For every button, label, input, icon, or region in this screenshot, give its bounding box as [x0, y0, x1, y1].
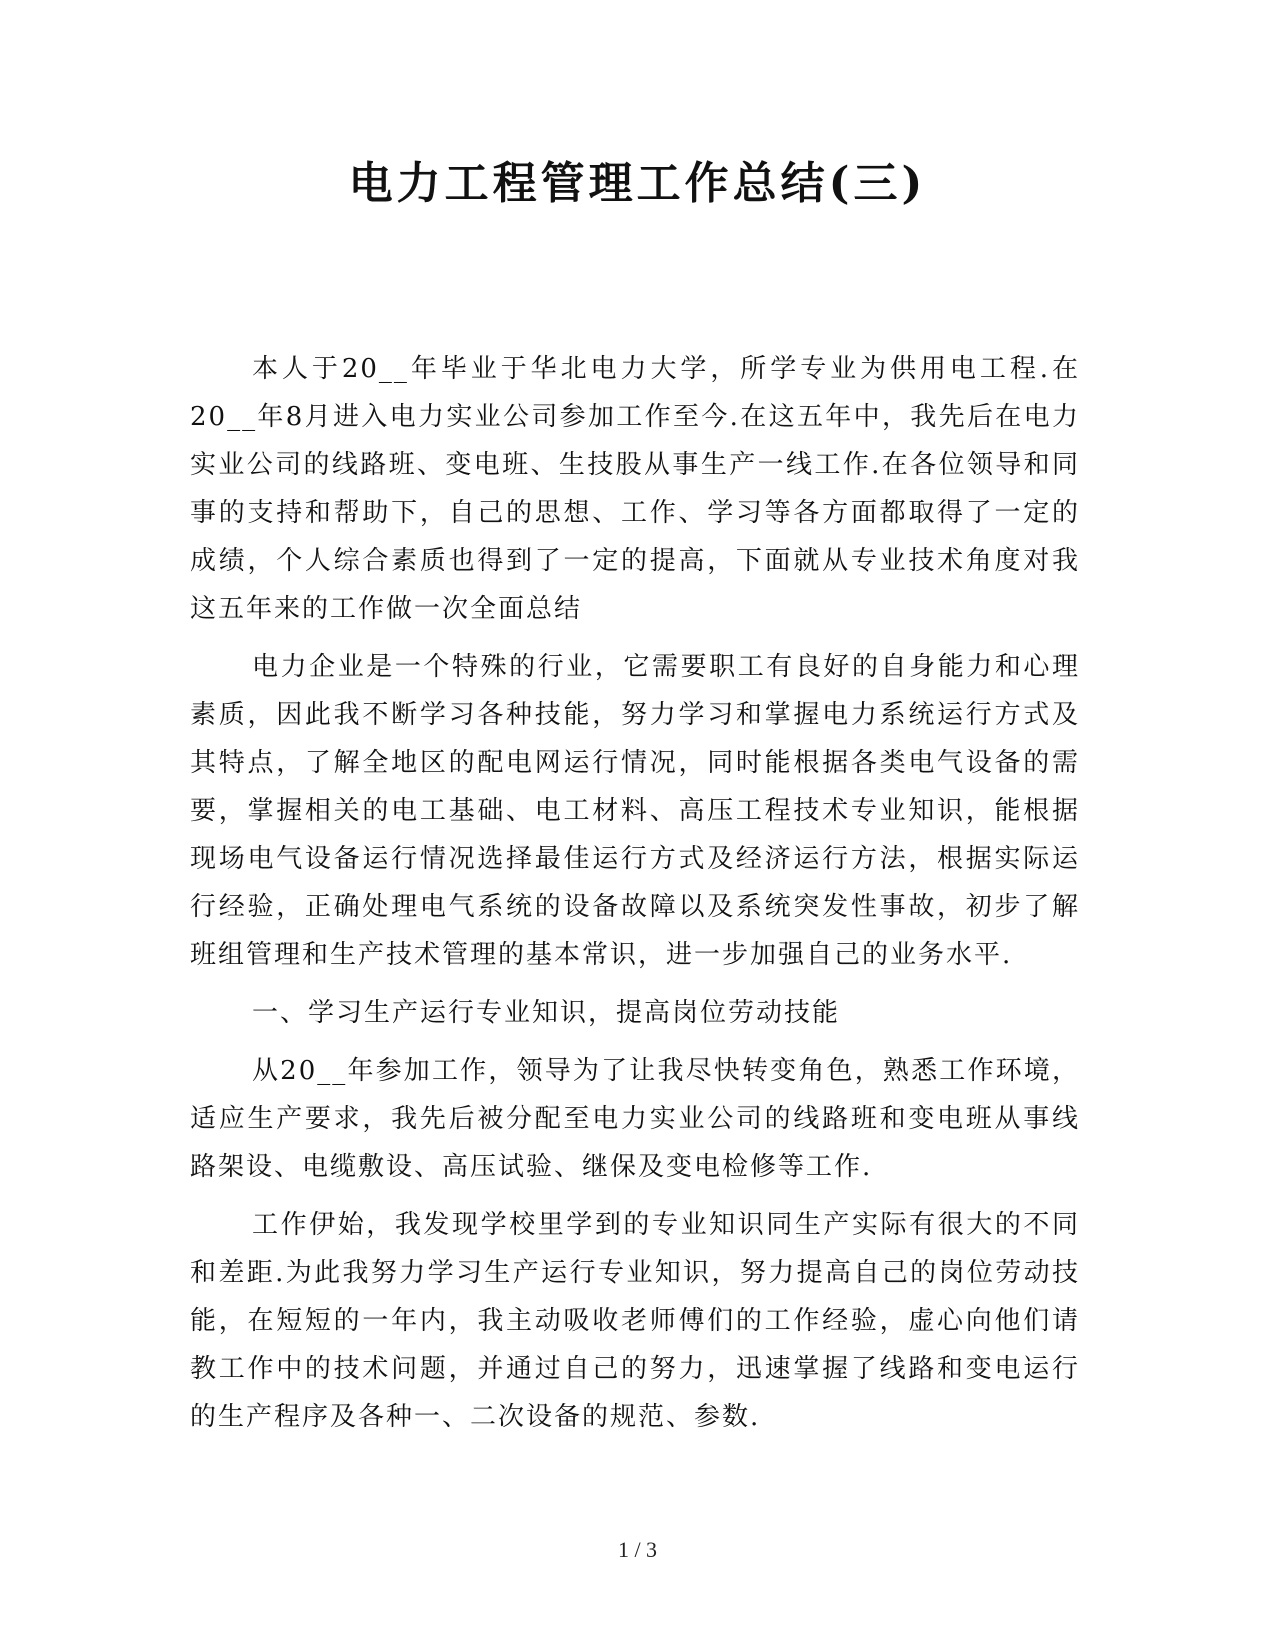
- paragraph-industry: 电力企业是一个特殊的行业，它需要职工有良好的自身能力和心理素质，因此我不断学习各种技能，努力学习和掌握电力系统运行方式及其特点，了解全地区的配电网运行情况，同时能根据各类电气设备的需要，掌握相关的电工基础、电工材料、高压工程技术专业知识，能根据现场电气设备运行情况选择最佳运行方式及经济运行方法，根据实际运行经验，正确处理电气系统的设备故障以及系统突发性事故，初步了解班组管理和生产技术管理的基本常识，进一步加强自己的业务水平.: [190, 652, 1080, 970]
- page-title: 电力工程管理工作总结(三): [348, 158, 927, 209]
- section-heading: 一、学习生产运行专业知识，提高岗位劳动技能: [252, 998, 841, 1028]
- paragraph-learning: 工作伊始，我发现学校里学到的专业知识同生产实际有很大的不同和差距.为此我努力学习生产运行专业知识，努力提高自己的岗位劳动技能，在短短的一年内，我主动吸收老师傅们的工作经验，虚心向他们请教工作中的技术问题，并通过自己的努力，迅速掌握了线路和变电运行的生产程序及各种一、二次设备的规范、参数.: [190, 1210, 1080, 1432]
- page-number: 1 / 3: [617, 1537, 658, 1562]
- paragraph-assignment: 从20__年参加工作，领导为了让我尽快转变角色，熟悉工作环境，适应生产要求，我先后被分配至电力实业公司的线路班和变电班从事线路架设、电缆敷设、高压试验、继保及变电检修等工作.: [190, 1056, 1080, 1182]
- document-body: [190, 345, 1080, 1451]
- paragraph-intro: 本人于20__年毕业于华北电力大学，所学专业为供用电工程.在20__年8月进入电力实业公司参加工作至今.在这五年中，我先后在电力实业公司的线路班、变电班、生技股从事生产一线工作.在各位领导和同事的支持和帮助下，自己的思想、工作、学习等各方面都取得了一定的成绩，个人综合素质也得到了一定的提高，下面就从专业技术角度对我这五年来的工作做一次全面总结: [190, 354, 1080, 624]
